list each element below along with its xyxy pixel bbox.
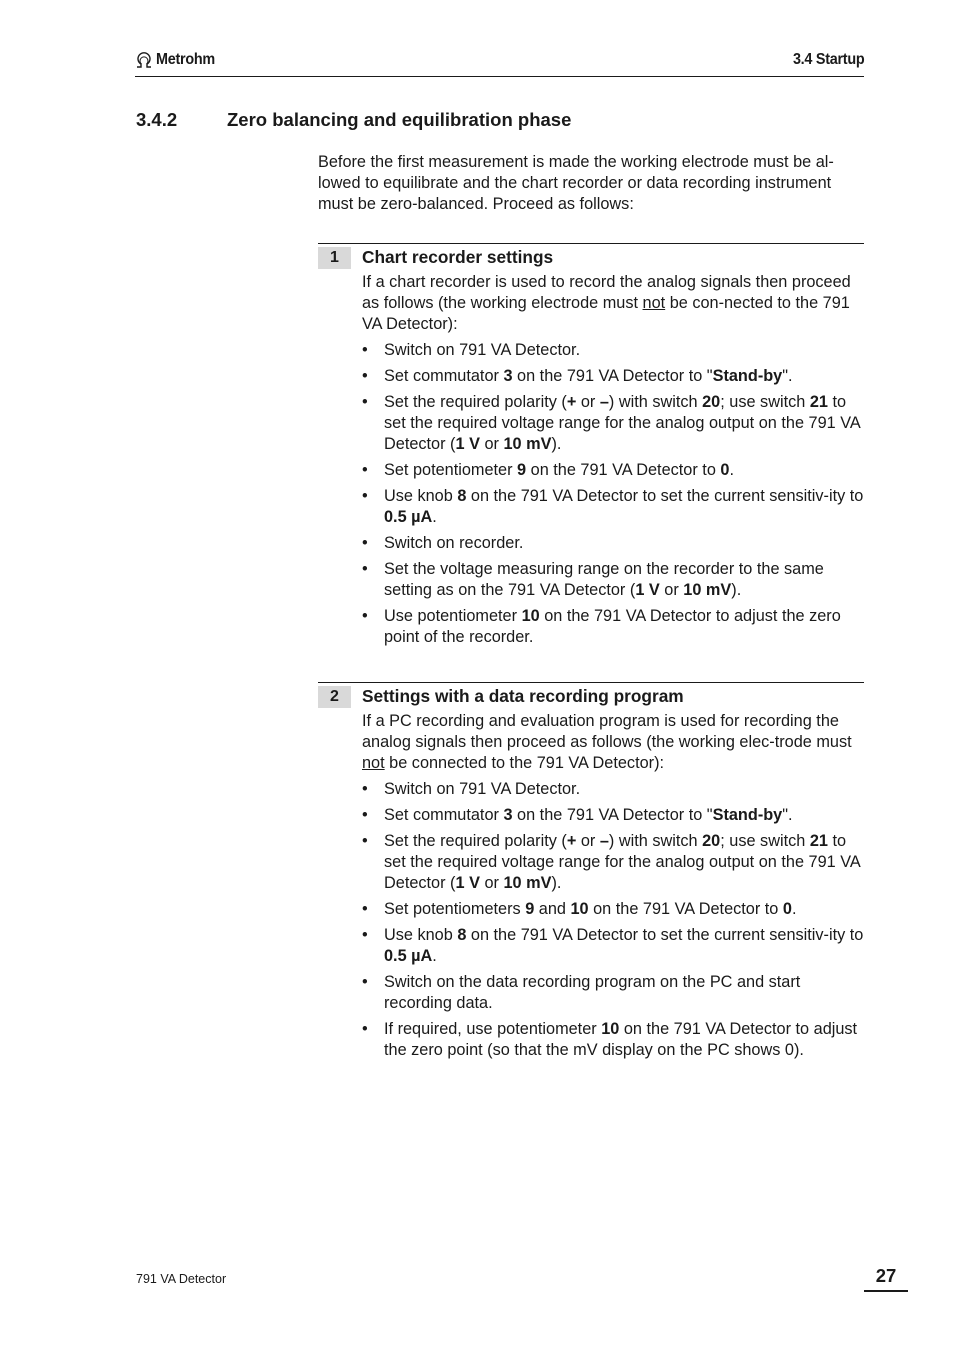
step-1 [318,243,864,653]
step-header [318,683,864,708]
step-2 [318,682,864,1066]
list-item: • Switch on 791 VA Detector. [362,779,864,800]
metrohm-logo [135,51,221,69]
list-item: • Set potentiometer 9 on the 791 VA Detector to 0. [362,460,864,481]
list-item: • Switch on the data recording program on the PC and start recording data. [362,972,864,1014]
step-body [362,711,864,1061]
intro-paragraph: Before the first measurement is made the working electrode must be al-lowed to equilibrate and the chart recorder or data recording instrument must be zero-balanced. Proceed as follows: [318,153,834,213]
metrohm-omega-icon [135,52,153,68]
section-number: 3.4.2 [136,109,178,130]
step-paragraph: If a PC recording and evaluation program is used for recording the analog signals then proceed as follows (the working elec-trode must not be connected to the 791 VA Detector): [362,712,852,772]
section-heading [136,109,571,131]
page-header [135,48,864,77]
list-item: • Set commutator 3 on the 791 VA Detector to "Stand-by". [362,366,864,387]
list-item: • Use knob 8 on the 791 VA Detector to set the current sensitiv-ity to 0.5 µA. [362,925,864,967]
step-title: Settings with a data recording program [362,686,684,706]
step-number-badge: 1 [318,247,351,269]
list-item: • Use knob 8 on the 791 VA Detector to set the current sensitiv-ity to 0.5 µA. [362,486,864,528]
list-item: • Use potentiometer 10 on the 791 VA Detector to adjust the zero point of the recorder. [362,606,864,648]
list-item: • Set potentiometers 9 and 10 on the 791 VA Detector to 0. [362,899,864,920]
list-item: • Switch on 791 VA Detector. [362,340,864,361]
step-number-badge: 2 [318,686,351,708]
brand-name: Metrohm [156,51,215,68]
list-item: • Set commutator 3 on the 791 VA Detector to "Stand-by". [362,805,864,826]
step-header [318,244,864,269]
section-title: Zero balancing and equilibration phase [227,109,572,130]
bullet-list [362,340,864,648]
header-section-title: 3.4 Startup [792,51,864,68]
list-item: • If required, use potentiometer 10 on the 791 VA Detector to adjust the zero point (so that the mV display on the PC shows 0). [362,1019,864,1061]
step-paragraph: If a chart recorder is used to record the analog signals then proceed as follows (the working electrode must not be con-nected to the 791 VA Detector): [362,273,851,333]
step-title: Chart recorder settings [362,247,554,267]
list-item: • Set the required polarity (+ or –) with switch 20; use switch 21 to set the required voltage range for the analog output on the 791 VA Detector (1 V or 10 mV). [362,831,864,894]
bullet-list [362,779,864,1061]
list-item: • Set the voltage measuring range on the recorder to the same setting as on the 791 VA Detector (1 V or 10 mV). [362,559,864,601]
step-body [362,272,864,648]
list-item: • Set the required polarity (+ or –) with switch 20; use switch 21 to set the required voltage range for the analog output on the 791 VA Detector (1 V or 10 mV). [362,392,864,455]
list-item: • Switch on recorder. [362,533,864,554]
footer-product-name: 791 VA Detector [136,1272,227,1286]
page-number: 27 [864,1265,908,1292]
